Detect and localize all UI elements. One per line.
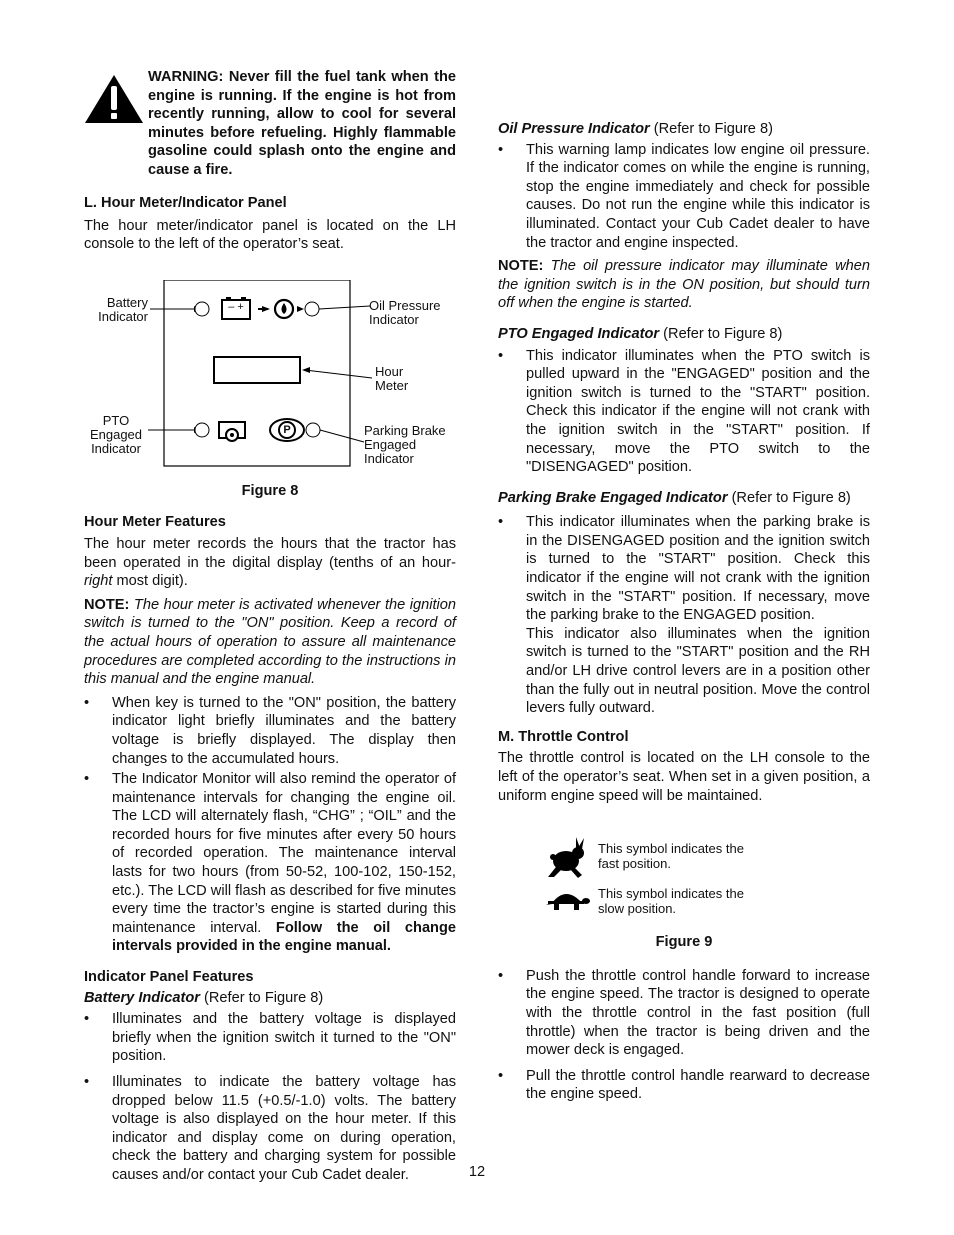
pto-engaged-indicator-label: PTO Engaged Indicator <box>89 412 143 456</box>
oil-pressure-note: NOTE: The oil pressure indicator may illuminate when the ignition switch is in the ON position, but should turn off when the engine is started. <box>498 258 870 312</box>
warning-text: WARNING: Never fill the fuel tank when the engine is running. If the engine is hot from recently running, allow to cool for several minutes before refueling. Highly flammable gasoline could splash onto the engine and cause a fire. <box>148 69 456 178</box>
figure-9-caption: Figure 9 <box>655 934 713 951</box>
figure-8-caption: Figure 8 <box>241 482 299 499</box>
indicator-panel-title: Indicator Panel Features <box>84 969 254 986</box>
fast-symbol-label: This symbol indicates the fast position. <box>598 841 744 872</box>
pto-heading: PTO Engaged Indicator (Refer to Figure 8) <box>498 325 783 342</box>
slow-symbol-label: This symbol indicates the slow position. <box>598 886 744 917</box>
hour-meter-note: NOTE: The hour meter is activated whenever the ignition switch is turned to the "ON" position. Keep a record of the actual hours of operation to assure all maintenance procedures are completed according to the instructions in this manual and the engine manual. <box>84 596 456 688</box>
hour-meter-label: Hour Meter <box>375 363 409 393</box>
list-item: • Pull the throttle control handle rearward to decrease the engine speed. <box>498 1067 870 1103</box>
hour-meter-title: Hour Meter Features <box>84 514 226 531</box>
hour-meter-body: The hour meter records the hours that the tractor has been operated in the digital display (tenths of an hour-right most digit). <box>84 535 456 590</box>
list-item: • Push the throttle control handle forward to increase the engine speed. The tractor is designed to operate with the throttle control in the fast position (full throttle) when the tractor is being driven and the mower deck is engaged. <box>498 967 870 1059</box>
warning-block <box>84 68 456 184</box>
oil-pressure-heading: Oil Pressure Indicator (Refer to Figure 8) <box>498 121 773 137</box>
parking-brake-symbol: P <box>283 423 291 436</box>
list-item: • This warning lamp indicates low engine oil pressure. If the indicator comes on while the engine is running, stop the engine immediately and check for possible causes. Do not run the engine while this indicator is illuminated. Contact your Cub Cadet dealer to have the tractor and engine inspected. <box>498 141 870 251</box>
list-item: • When key is turned to the "ON" position, the battery indicator light briefly illuminates and the battery voltage is briefly displayed. The display then changes to the accumulated hours. <box>84 694 456 767</box>
section-m-title: M. Throttle Control <box>498 728 629 745</box>
list-item: • Illuminates to indicate the battery voltage has dropped below 11.5 (+0.5/-1.0) volts. The battery voltage is also displayed on the hour meter. If this indicator and display come on during operation, check the battery and charging system for possible causes and/or contact your Cub Cadet dealer. <box>84 1074 456 1183</box>
battery-symbol: – + <box>228 300 244 313</box>
warning-triangle-icon <box>84 74 144 124</box>
list-item: • Illuminates and the battery voltage is displayed briefly when the ignition switch it turned to the "ON" position. <box>84 1011 456 1065</box>
page-number: 12 <box>468 1164 486 1180</box>
figure-9 <box>498 831 870 927</box>
list-item-continued: This indicator also illuminates when the ignition switch is turned to the "START" position and the RH and/or LH drive control levers are in a position other than the fully out in neutral position. Move the control levers fully outward. <box>526 625 870 717</box>
section-l-body: The hour meter/indicator panel is located on the LH console to the left of the operator’s seat. <box>84 217 456 253</box>
list-item: • This indicator illuminates when the parking brake is in the DISENGAGED position and the ignition switch is turned to the "START" position. Check this indicator if the engine will not crank with the ignition switch in the "START" position. If necessary, move the parking brake to the ENGAGED position. <box>498 514 870 624</box>
oil-pressure-indicator-label: Oil Pressure Indicator <box>369 297 441 327</box>
turtle-icon <box>546 885 590 911</box>
battery-indicator-label: Battery Indicator <box>98 294 148 324</box>
left-column <box>84 68 456 1185</box>
parking-brake-heading: Parking Brake Engaged Indicator (Refer to Figure 8) <box>498 489 851 506</box>
battery-indicator-heading: Battery Indicator (Refer to Figure 8) <box>84 989 324 1006</box>
right-column-content <box>498 68 870 1104</box>
list-item: • The Indicator Monitor will also remind the operator of maintenance intervals for changing the engine oil. The LCD will alternately flash, “CHG” ; “OIL” and the recorded hours for five minutes after every 50 hours of recorded operation. The maintenance interval lasts for two hours (from 50-52, 100-102, 150-152, etc.). The LCD will flash as described for five minutes every time the tractor’s engine is started during this maintenance interval. Follow the oil change intervals provided in the engine manual. <box>84 771 457 955</box>
section-m-body: The throttle control is located on the LH console to the left of the operator’s seat. When set in a given position, a uniform engine speed will be maintained. <box>498 750 870 804</box>
section-l-title: L. Hour Meter/Indicator Panel <box>84 195 287 211</box>
parking-brake-indicator-label: Parking Brake Engaged Indicator <box>364 422 446 466</box>
list-item: • This indicator illuminates when the PTO switch is pulled upward in the "ENGAGED" position and the ignition switch is turned to the "START" position. Check this indicator if the engine will not crank with the ignition switch in the "START" position. If necessary, move the PTO switch to the "DISENGAGED" position. <box>498 347 870 476</box>
continued-text-spacer <box>498 68 870 108</box>
figure-8 <box>84 280 456 478</box>
rabbit-icon <box>546 837 588 879</box>
